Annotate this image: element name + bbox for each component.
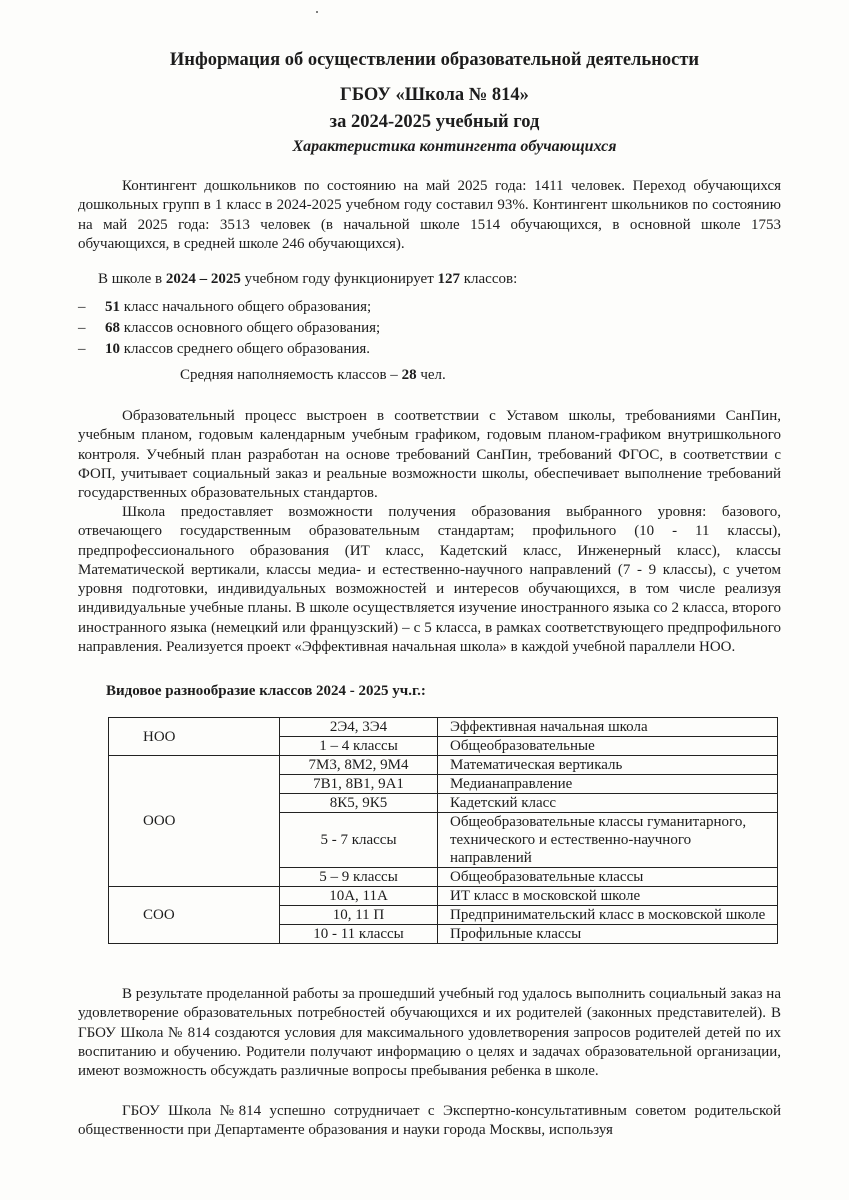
classes-total-count: 127 bbox=[437, 271, 460, 287]
result-text: В результате проделанной работы за прошедший учебный год удалось выполнить социальный заказ на удовлетворение образовательных потребностей обучающихся и их родителей (законных представителей). В ГБОУ Школа № 814 создаются условия для максимального удовлетворения запросов родителей детей по их воспитанию и обучению. Родители получают информацию о целях и задачах образовательной организации, имеют возможность обсуждать различные вопросы пребывания ребенка в школе. bbox=[78, 986, 781, 1080]
scan-speck bbox=[316, 11, 318, 13]
level-cell: ООО bbox=[109, 756, 280, 887]
cooperation-text: ГБОУ Школа №814 успешно сотрудничает с Экспертно-консультативным советом родительской общественности при Департаменте образования и науки города Москвы, используя bbox=[78, 1103, 781, 1139]
list-item-count: 10 bbox=[105, 341, 120, 357]
list-item bbox=[78, 318, 598, 339]
classes-cell: 10, 11 П bbox=[280, 906, 438, 925]
process-paragraph bbox=[78, 407, 781, 503]
description-cell: Профильные классы bbox=[438, 925, 778, 944]
level-cell: НОО bbox=[109, 718, 280, 756]
cooperation-paragraph bbox=[78, 1102, 781, 1141]
doc-title-school: ГБОУ «Школа № 814» bbox=[340, 85, 529, 105]
list-item-text: классов основного общего образования; bbox=[120, 320, 381, 336]
description-cell: Общеобразовательные классы bbox=[438, 868, 778, 887]
description-cell: Общеобразовательные классы гуманитарного, технического и естественно-научного направлений bbox=[438, 813, 778, 868]
description-cell: Медианаправление bbox=[438, 775, 778, 794]
contingent-paragraph bbox=[78, 177, 781, 254]
list-dash: – bbox=[78, 320, 86, 336]
average-fill bbox=[180, 367, 446, 384]
classes-cell: 1 – 4 классы bbox=[280, 737, 438, 756]
section-heading: Характеристика контингента обучающихся bbox=[292, 138, 617, 155]
table-title: Видовое разнообразие классов 2024 - 2025 уч.г.: bbox=[106, 683, 426, 699]
list-dash: – bbox=[78, 299, 86, 315]
classes-cell: 7В1, 8В1, 9А1 bbox=[280, 775, 438, 794]
list-item bbox=[78, 297, 598, 318]
classes-intro bbox=[98, 270, 698, 289]
description-cell: Общеобразовательные bbox=[438, 737, 778, 756]
table-row bbox=[109, 887, 778, 906]
classes-cell: 8К5, 9К5 bbox=[280, 794, 438, 813]
list-item bbox=[78, 339, 598, 360]
description-cell: Эффективная начальная школа bbox=[438, 718, 778, 737]
classes-intro-year: 2024 – 2025 bbox=[165, 271, 241, 287]
table-row bbox=[109, 718, 778, 737]
average-fill-post: чел. bbox=[416, 367, 446, 383]
classes-cell: 10А, 11А bbox=[280, 887, 438, 906]
class-types-table bbox=[108, 717, 778, 944]
classes-cell: 7М3, 8М2, 9М4 bbox=[280, 756, 438, 775]
description-cell: ИТ класс в московской школе bbox=[438, 887, 778, 906]
classes-intro-mid: учебном году функционирует bbox=[240, 271, 438, 287]
contingent-text: Контингент дошкольников по состоянию на май 2025 года: 1411 человек. Переход обучающихся дошкольных групп в 1 класс в 2024-2025 учебном году составил 93%. Контингент школьников по состоянию на май 2025 года: 3513 человек (в начальной школе 1514 обучающихся, в основной школе 1753 обучающихся, в средней школе 246 обучающихся). bbox=[78, 178, 781, 252]
classes-cell: 2Э4, 3Э4 bbox=[280, 718, 438, 737]
opportunities-paragraph bbox=[78, 503, 781, 657]
classes-list bbox=[78, 297, 598, 360]
description-cell: Предпринимательский класс в московской школе bbox=[438, 906, 778, 925]
classes-cell: 5 - 7 классы bbox=[280, 813, 438, 868]
classes-cell: 5 – 9 классы bbox=[280, 868, 438, 887]
average-fill-number: 28 bbox=[401, 367, 417, 383]
classes-cell: 10 - 11 классы bbox=[280, 925, 438, 944]
list-item-count: 51 bbox=[105, 299, 120, 315]
average-fill-pre: Средняя наполняемость классов – bbox=[180, 367, 402, 383]
description-cell: Кадетский класс bbox=[438, 794, 778, 813]
process-text: Образовательный процесс выстроен в соответствии с Уставом школы, требованиями СанПин, учебным планом, годовым календарным учебным графиком, годовым планом-графиком внутришкольного контроля. Учебный план разработан на основе требований СанПин, требований ФГОС, в соответствии с ФОП, учитывает социальный заказ и реальные возможности школы, обеспечивает выполнение требований государственных образовательных стандартов. bbox=[78, 408, 781, 502]
result-paragraph bbox=[78, 985, 781, 1081]
classes-intro-post: классов: bbox=[460, 271, 518, 287]
list-item-text: класс начального общего образования; bbox=[120, 299, 372, 315]
classes-intro-pre: В школе в bbox=[98, 271, 166, 287]
list-dash: – bbox=[78, 341, 86, 357]
description-cell: Математическая вертикаль bbox=[438, 756, 778, 775]
doc-title-line1: Информация об осуществлении образовательной деятельности bbox=[169, 50, 700, 70]
doc-title-year: за 2024-2025 учебный год bbox=[329, 112, 540, 132]
opportunities-text: Школа предоставляет возможности получения образования выбранного уровня: базового, отвечающего государственным образовательным стандартам; профильного (10 - 11 классы), предпрофессионального образования (ИТ класс, Кадетский класс, Инженерный класс), классы Математической вертикали, классы медиа- и естественно-научного направлений (7 - 9 классы), с учетом уровня подготовки, индивидуальных возможностей и интересов обучающихся, в том числе реализуя индивидуальные учебные планы. В школе осуществляется изучение иностранного языка со 2 класса, второго иностранного языка (немецкий или французский) – с 5 класса, в рамках соответствующего предпрофильного направления. Реализуется проект «Эффективная начальная школа» в каждой учебной параллели НОО. bbox=[78, 504, 781, 656]
table-row bbox=[109, 756, 778, 775]
list-item-text: классов среднего общего образования. bbox=[120, 341, 371, 357]
level-cell: СОО bbox=[109, 887, 280, 944]
list-item-count: 68 bbox=[105, 320, 120, 336]
